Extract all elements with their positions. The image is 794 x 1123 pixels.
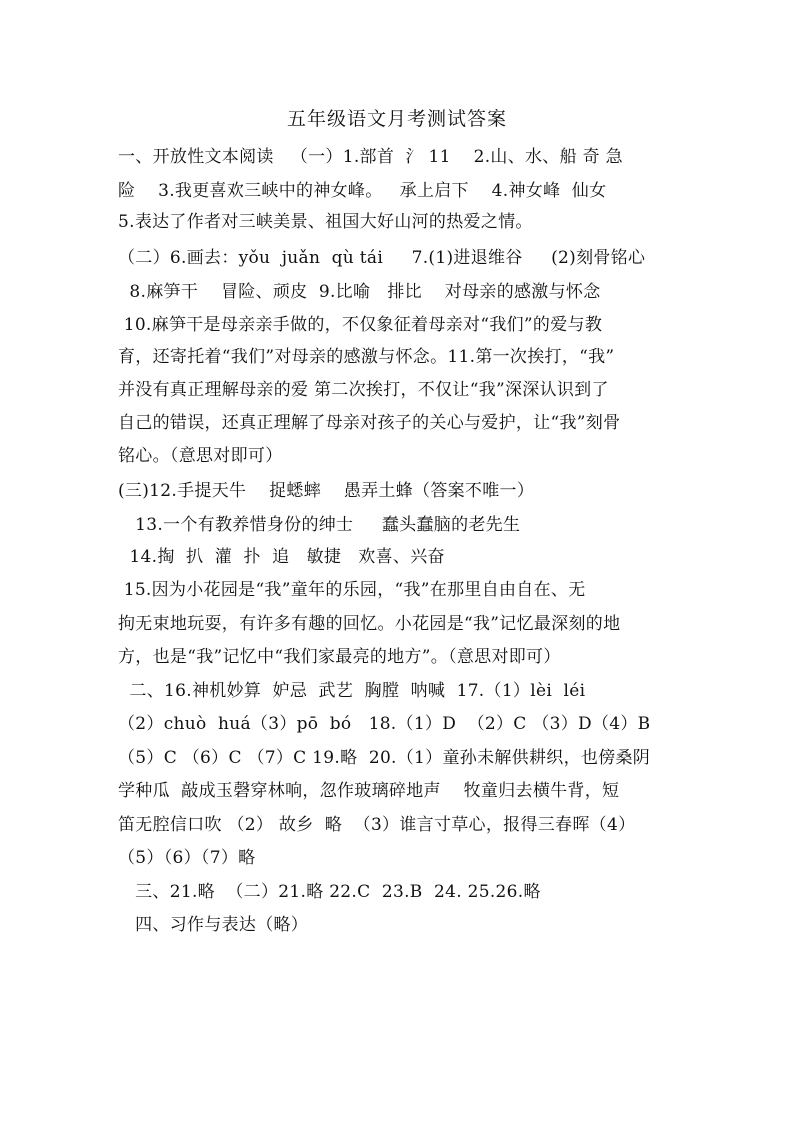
answer-line-12: 13.一个有教养惜身份的绅士 蠢头蠢脑的老先生 <box>118 515 521 535</box>
answer-line-11: (三)12.手提天牛 捉蟋蟀 愚弄土蜂（答案不唯一） <box>118 481 535 501</box>
answer-line-15: 拘无束地玩耍，有许多有趣的回忆。小花园是“我”记忆最深刻的地 <box>118 614 621 634</box>
answer-line-7: 育，还寄托着“我们”对母亲的感激与怀念。11.第一次挨打，“我” <box>118 347 615 367</box>
page-title: 五年级语文月考测试答案 <box>286 108 507 130</box>
answer-line-20: 学种瓜 敲成玉磬穿林响，忽作玻璃碎地声 牧童归去横牛背，短 <box>118 781 620 801</box>
answer-line-8: 并没有真正理解母亲的爱 第二次挨打，不仅让“我”深深认识到了 <box>118 380 609 400</box>
answer-line-24: 四、习作与表达（略） <box>118 915 309 935</box>
answer-line-2: 险 3.我更喜欢三峡中的神女峰。 承上启下 4.神女峰 仙女 <box>118 181 607 201</box>
answer-line-4: （二）6.画去：yǒu juǎn qù tái 7.(1)进退维谷 (2)刻骨铭心 <box>118 248 646 268</box>
answer-line-16: 方，也是“我”记忆中“我们家最亮的地方”。（意思对即可） <box>118 647 561 667</box>
answer-line-19: （5）C （6）C （7）C 19.略 20.（1）童孙未解供耕织，也傍桑阴 <box>118 748 651 768</box>
answer-line-22: （5）（6）（7）略 <box>118 848 256 868</box>
answer-line-9: 自己的错误，还真正理解了母亲对孩子的关心与爱护，让“我”刻骨 <box>118 413 621 433</box>
answer-line-23: 三、21.略 （二）21.略 22.C 23.B 24. 25.26.略 <box>118 882 541 902</box>
answer-line-6: 10.麻笋干是母亲亲手做的，不仅象征着母亲对“我们”的爱与教 <box>118 315 603 335</box>
answer-line-1: 一、开放性文本阅读 （一）1.部首 氵 11 2.山、水、船 奇 急 <box>118 147 623 167</box>
answer-line-14: 15.因为小花园是“我”童年的乐园，“我”在那里自由自在、无 <box>118 580 586 600</box>
answer-line-18: （2）chuò huá（3）pō bó 18.（1）D （2）C （3）D（4）B <box>118 714 651 734</box>
answer-line-17: 二、16.神机妙算 妒忌 武艺 胸膛 呐喊 17.（1）lèi léi <box>118 681 586 701</box>
answer-line-3: 5.表达了作者对三峡美景、祖国大好山河的热爱之情。 <box>118 212 533 232</box>
answer-line-13: 14.掏 扒 灌 扑 追 敏捷 欢喜、兴奋 <box>118 547 445 567</box>
answer-line-5: 8.麻笋干 冒险、顽皮 9.比喻 排比 对母亲的感激与怀念 <box>118 282 601 302</box>
answer-line-10: 铭心。（意思对即可） <box>118 446 283 466</box>
answer-line-21: 笛无腔信口吹 （2） 故乡 略 （3）谁言寸草心，报得三春晖（4） <box>118 815 636 835</box>
